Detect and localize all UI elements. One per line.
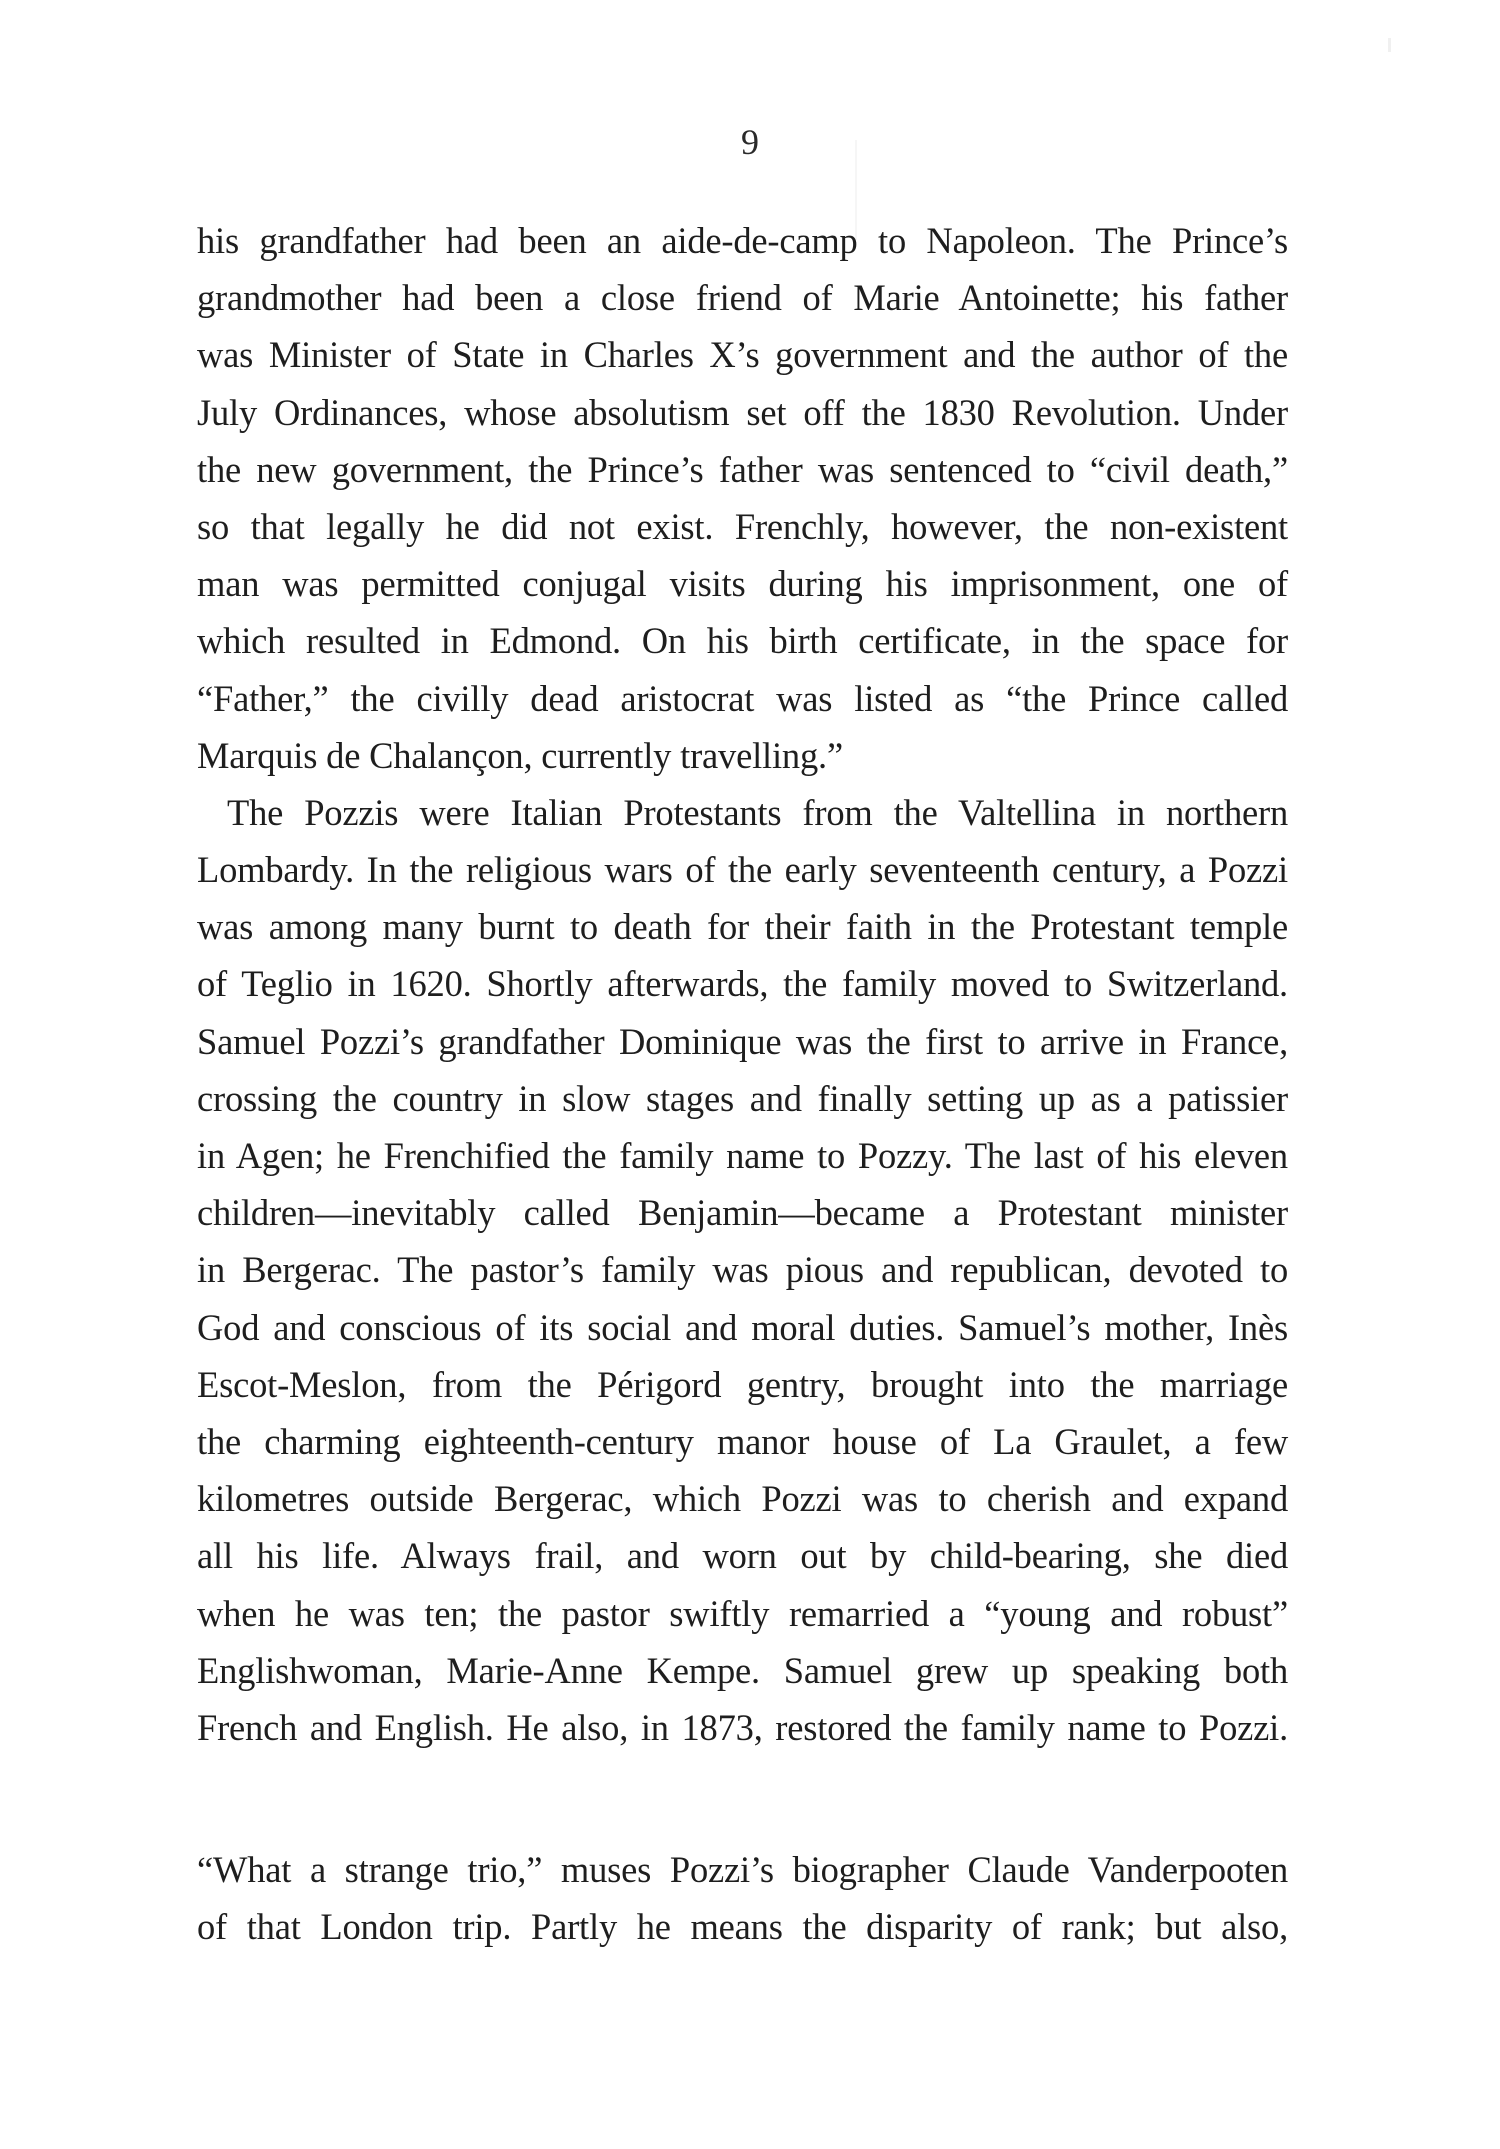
text-line: in Agen; he Frenchified the family name to Pozzy. The last of his eleven	[197, 1135, 1288, 1176]
text-line: Englishwoman, Marie-Anne Kempe. Samuel grew up speaking both	[197, 1649, 1288, 1691]
text-line: The Pozzis were Italian Protestants from the Valtellina in northern	[227, 791, 1288, 833]
text-line: the charming eighteenth-century manor house of La Graulet, a few	[197, 1420, 1288, 1462]
body-text-section-2	[197, 1841, 1288, 1955]
body-text	[197, 212, 1288, 1756]
text-line: Escot-Meslon, from the Périgord gentry, brought into the marriage	[197, 1363, 1288, 1405]
text-line: of that London trip. Partly he means the disparity of rank; but also,	[197, 1906, 1288, 1948]
text-line: Lombardy. In the religious wars of the early seventeenth century, a Pozzi	[197, 849, 1288, 891]
scan-artifact	[1388, 38, 1391, 52]
page-number: 9	[741, 122, 759, 162]
text-line: so that legally he did not exist. Frenchly, however, the non-existent	[197, 505, 1288, 547]
text-line: Samuel Pozzi’s grandfather Dominique was the first to arrive in France,	[197, 1020, 1288, 1062]
paragraph-continuation	[197, 212, 1288, 784]
text-line: man was permitted conjugal visits during his imprisonment, one of	[197, 563, 1288, 605]
text-line: French and English. He also, in 1873, restored the family name to Pozzi.	[197, 1706, 1288, 1748]
text-line: Marquis de Chalançon, currently travelling.”	[197, 734, 843, 776]
text-line: God and conscious of its social and moral duties. Samuel’s mother, Inès	[197, 1306, 1288, 1348]
text-line: “Father,” the civilly dead aristocrat was listed as “the Prince called	[197, 677, 1288, 719]
paragraph-strange-trio	[197, 1841, 1288, 1955]
text-line: his grandfather had been an aide-de-camp to Napoleon. The Prince’s	[197, 220, 1288, 261]
text-line: the new government, the Prince’s father was sentenced to “civil death,”	[197, 448, 1288, 490]
text-line: in Bergerac. The pastor’s family was pious and republican, devoted to	[197, 1249, 1288, 1291]
text-line: which resulted in Edmond. On his birth certificate, in the space for	[197, 620, 1288, 662]
text-line: kilometres outside Bergerac, which Pozzi was to cherish and expand	[197, 1478, 1288, 1520]
text-line: was among many burnt to death for their faith in the Protestant temple	[197, 906, 1288, 948]
text-line: was Minister of State in Charles X’s government and the author of the	[197, 334, 1288, 376]
paragraph-pozzi-family	[197, 784, 1288, 1756]
text-line: crossing the country in slow stages and finally setting up as a patissier	[197, 1077, 1288, 1119]
text-line: all his life. Always frail, and worn out by child-bearing, she died	[197, 1535, 1288, 1577]
text-line: grandmother had been a close friend of Marie Antoinette; his father	[197, 277, 1288, 319]
text-line: “What a strange trio,” muses Pozzi’s biographer Claude Vanderpooten	[197, 1849, 1288, 1890]
text-line: children—inevitably called Benjamin—became a Protestant minister	[197, 1192, 1288, 1234]
text-line: of Teglio in 1620. Shortly afterwards, the family moved to Switzerland.	[197, 963, 1288, 1005]
text-line: July Ordinances, whose absolutism set off the 1830 Revolution. Under	[197, 391, 1288, 433]
text-line: when he was ten; the pastor swiftly remarried a “young and robust”	[197, 1592, 1288, 1634]
